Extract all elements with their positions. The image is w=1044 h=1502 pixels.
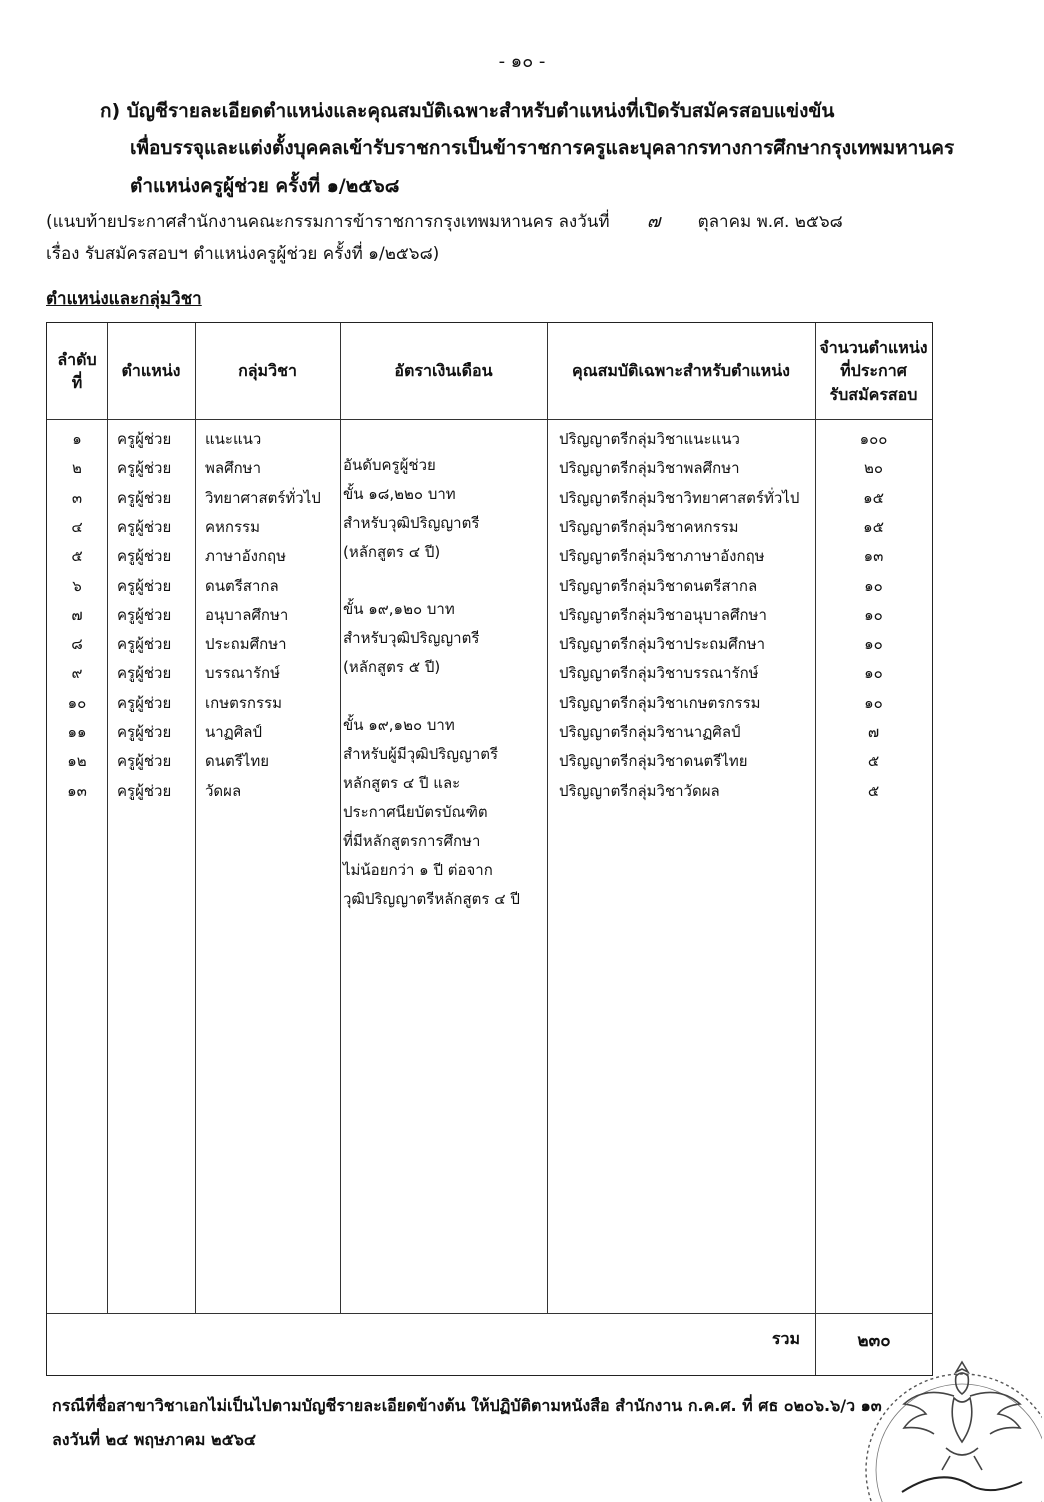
cell-position: ครูผู้ช่วย xyxy=(117,723,172,741)
column-divider xyxy=(815,323,816,1375)
cell-subject: แนะแนว xyxy=(205,430,262,448)
cell-count: ๕ xyxy=(867,781,880,800)
cell-subject: วัดผล xyxy=(205,781,242,800)
cell-subject: ดนตรีสากล xyxy=(205,576,279,595)
cell-count: ๑๐๐ xyxy=(859,430,888,448)
header-divider xyxy=(47,419,932,420)
cell-count: ๑๐ xyxy=(864,693,883,712)
cell-count: ๑๐ xyxy=(864,664,883,683)
salary-block-3: ขั้น ๑๙,๑๒๐ บาท สำหรับผู้มีวุฒิปริญญาตรี หลักสูตร ๔ ปี และ ประกาศนียบัตรบัณฑิต ที่มีหลักสูตรการศึกษา ไม่น้อยกว่า ๑ ปี ต่อจาก วุฒิปริญญาตรีหลักสูตร ๔ ปี xyxy=(343,716,520,908)
header-salary: อัตราเงินเดือน xyxy=(394,361,493,381)
positions-table xyxy=(46,322,933,1376)
cell-count: ๑๐ xyxy=(864,635,883,654)
cell-count: ๒๐ xyxy=(863,459,884,478)
cell-no: ๖ xyxy=(72,576,82,595)
cell-no: ๔ xyxy=(71,517,83,536)
cell-qualification: ปริญญาตรีกลุ่มวิชาวิทยาศาสตร์ทั่วไป xyxy=(559,488,800,507)
garuda-seal-icon xyxy=(862,1352,1042,1502)
cell-position: ครูผู้ช่วย xyxy=(117,693,172,712)
cell-position: ครูผู้ช่วย xyxy=(117,576,172,595)
cell-no: ๑๑ xyxy=(67,723,87,741)
annotation-line-1 xyxy=(46,206,843,235)
cell-no: ๓ xyxy=(71,488,83,507)
footer-line-2: ลงวันที่ ๒๔ พฤษภาคม ๒๕๖๔ xyxy=(52,1430,256,1449)
cell-position: ครูผู้ช่วย xyxy=(117,517,172,536)
cell-position: ครูผู้ช่วย xyxy=(117,781,172,800)
cell-subject: เกษตรกรรม xyxy=(205,693,282,712)
cell-position: ครูผู้ช่วย xyxy=(117,664,172,683)
cell-qualification: ปริญญาตรีกลุ่มวิชาอนุบาลศึกษา xyxy=(559,605,767,624)
cell-qualification: ปริญญาตรีกลุ่มวิชาแนะแนว xyxy=(559,430,740,448)
cell-no: ๙ xyxy=(71,664,83,683)
column-divider xyxy=(195,323,196,1313)
salary-block-1: อันดับครูผู้ช่วย ขั้น ๑๘,๒๒๐ บาท สำหรับวุฒิปริญญาตรี (หลักสูตร ๔ ปี) xyxy=(343,456,480,561)
total-divider xyxy=(47,1313,932,1314)
cell-subject: วิทยาศาสตร์ทั่วไป xyxy=(205,488,321,507)
cell-position: ครูผู้ช่วย xyxy=(117,430,172,448)
cell-no: ๗ xyxy=(71,605,83,624)
cell-position: ครูผู้ช่วย xyxy=(117,605,172,624)
cell-count: ๑๐ xyxy=(864,576,883,595)
cell-subject: บรรณารักษ์ xyxy=(205,664,280,683)
annotation-suffix: ตุลาคม พ.ศ. ๒๕๖๘ xyxy=(697,212,843,232)
cell-subject: ดนตรีไทย xyxy=(205,752,270,771)
cell-qualification: ปริญญาตรีกลุ่มวิชาดนตรีไทย xyxy=(559,752,748,771)
cell-qualification: ปริญญาตรีกลุ่มวิชาคหกรรม xyxy=(559,517,739,536)
cell-no: ๑๒ xyxy=(67,752,87,771)
cell-qualification: ปริญญาตรีกลุ่มวิชาวัดผล xyxy=(559,781,720,800)
cell-qualification: ปริญญาตรีกลุ่มวิชาบรรณารักษ์ xyxy=(559,664,759,683)
cell-position: ครูผู้ช่วย xyxy=(117,752,172,771)
cell-qualification: ปริญญาตรีกลุ่มวิชานาฏศิลป์ xyxy=(559,723,741,741)
cell-qualification: ปริญญาตรีกลุ่มวิชาภาษาอังกฤษ xyxy=(559,547,765,566)
cell-subject: นาฏศิลป์ xyxy=(205,723,262,741)
cell-count: ๗ xyxy=(867,723,880,741)
heading-line-3: ตำแหน่งครูผู้ช่วย ครั้งที่ ๑/๒๕๖๘ xyxy=(130,175,400,197)
cell-qualification: ปริญญาตรีกลุ่มวิชาดนตรีสากล xyxy=(559,576,758,595)
cell-subject: คหกรรม xyxy=(205,517,261,536)
annotation-prefix: (แนบท้ายประกาศสำนักงานคณะกรรมการข้าราชการกรุงเทพมหานคร ลงวันที่ xyxy=(46,212,610,232)
column-divider xyxy=(547,323,548,1313)
cell-count: ๑๕ xyxy=(863,517,884,536)
header-position: ตำแหน่ง xyxy=(121,361,181,381)
cell-qualification: ปริญญาตรีกลุ่มวิชาเกษตรกรรม xyxy=(559,693,761,712)
cell-subject: ประถมศึกษา xyxy=(205,635,287,654)
header-qualification: คุณสมบัติเฉพาะสำหรับตำแหน่ง xyxy=(572,361,790,381)
section-title: ตำแหน่งและกลุ่มวิชา xyxy=(46,289,202,309)
annotation-line-2: เรื่อง รับสมัครสอบฯ ตำแหน่งครูผู้ช่วย ครั้งที่ ๑/๒๕๖๘) xyxy=(46,244,440,264)
column-divider xyxy=(340,323,341,1313)
cell-position: ครูผู้ช่วย xyxy=(117,488,172,507)
cell-subject: พลศึกษา xyxy=(205,459,261,478)
cell-no: ๑๐ xyxy=(67,693,87,712)
column-divider xyxy=(107,323,108,1313)
salary-block-2: ขั้น ๑๙,๑๒๐ บาท สำหรับวุฒิปริญญาตรี (หลักสูตร ๕ ปี) xyxy=(343,600,480,676)
heading-line-2: เพื่อบรรจุและแต่งตั้งบุคคลเข้ารับราชการเป็นข้าราชการครูและบุคลากรทางการศึกษากรุงเทพมหานคร xyxy=(130,137,955,159)
cell-no: ๑ xyxy=(72,430,82,448)
heading-line-1: ก) บัญชีรายละเอียดตำแหน่งและคุณสมบัติเฉพาะสำหรับตำแหน่งที่เปิดรับสมัครสอบแข่งขัน xyxy=(100,100,835,122)
cell-position: ครูผู้ช่วย xyxy=(117,635,172,654)
total-label: รวม xyxy=(771,1329,800,1348)
cell-no: ๑๓ xyxy=(67,781,87,800)
cell-qualification: ปริญญาตรีกลุ่มวิชาพลศึกษา xyxy=(559,459,740,478)
annotation-day: ๗ xyxy=(646,211,661,232)
cell-position: ครูผู้ช่วย xyxy=(117,459,172,478)
cell-count: ๑๕ xyxy=(863,488,884,507)
header-count: จำนวนตำแหน่ง ที่ประกาศ รับสมัครสอบ xyxy=(819,338,928,404)
header-subject: กลุ่มวิชา xyxy=(238,361,297,381)
cell-no: ๕ xyxy=(71,547,83,566)
cell-position: ครูผู้ช่วย xyxy=(117,547,172,566)
footer-line-1: กรณีที่ชื่อสาขาวิชาเอกไม่เป็นไปตามบัญชีรายละเอียดข้างต้น ให้ปฏิบัติตามหนังสือ สำนักงาน ก.ค.ศ. ที่ ศธ ๐๒๐๖.๖/ว ๑๓ xyxy=(52,1396,882,1415)
cell-no: ๘ xyxy=(71,635,83,654)
page-number: - ๑๐ - xyxy=(498,51,546,72)
cell-no: ๒ xyxy=(72,459,82,478)
cell-count: ๑๐ xyxy=(864,605,883,624)
total-value: ๒๓๐ xyxy=(857,1331,891,1351)
cell-qualification: ปริญญาตรีกลุ่มวิชาประถมศึกษา xyxy=(559,635,766,654)
cell-subject: ภาษาอังกฤษ xyxy=(205,547,287,566)
cell-subject: อนุบาลศึกษา xyxy=(205,605,289,624)
cell-count: ๕ xyxy=(867,752,880,771)
cell-count: ๑๓ xyxy=(863,547,884,566)
header-no: ลำดับ ที่ xyxy=(57,349,97,392)
